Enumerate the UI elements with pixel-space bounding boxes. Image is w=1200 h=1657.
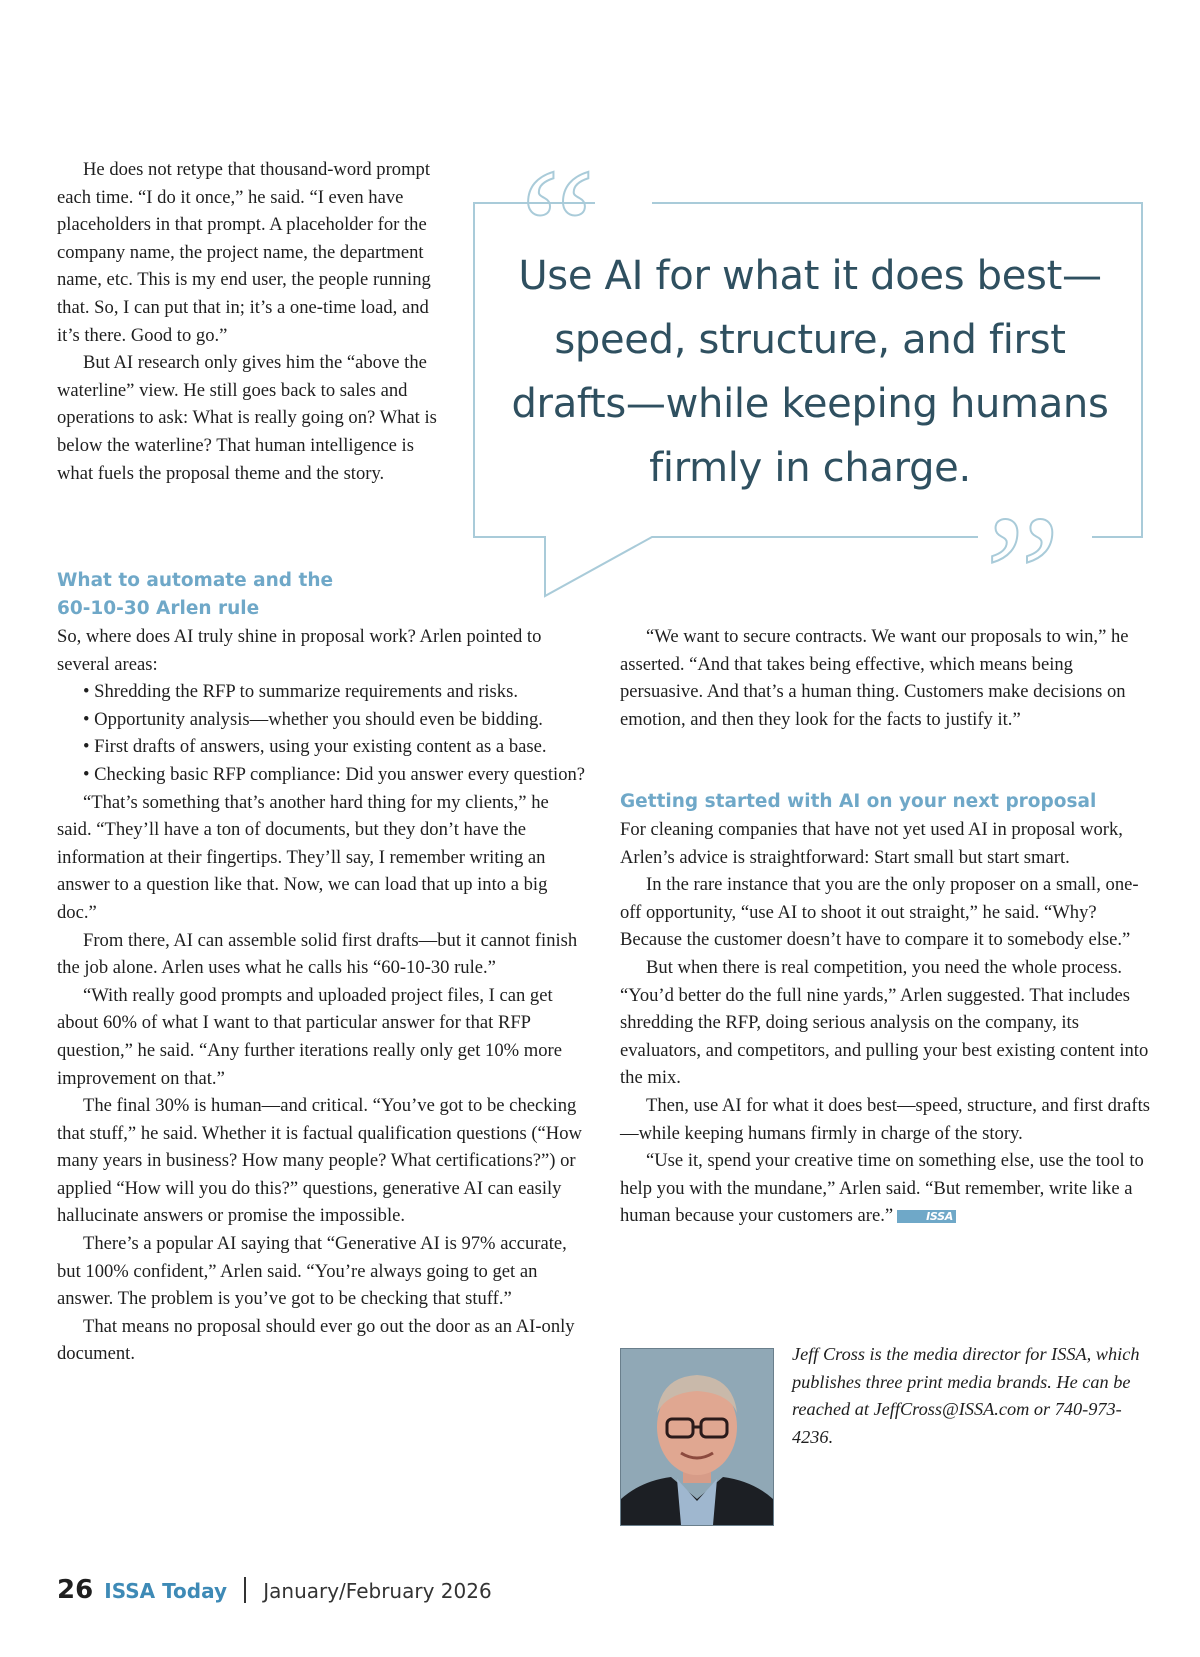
section-heading-getting-started — [620, 788, 1150, 816]
page-footer — [57, 1575, 492, 1605]
paragraph-text: “Use it, spend your creative time on something else, use the tool to help you with the mundane,” Arlen said. “But remember, write like a human because your customers are.” — [620, 1150, 1144, 1227]
paragraph — [620, 1147, 1150, 1230]
author-photo — [620, 1348, 774, 1526]
pull-quote-line: speed, structure, and first — [554, 317, 1066, 363]
paragraph: The final 30% is human—and critical. “You’ve got to be checking that stuff,” he said. Whether it is factual qualification questions (“How many years in business? How many people? What certifications?”) or applied “How will you do this?” questions, generative AI can easily hallucinate answers or promise the impossible. — [57, 1095, 582, 1227]
author-portrait-image — [621, 1349, 773, 1525]
open-quote-icon: “ — [520, 134, 596, 322]
issa-end-mark-logo: ISSA — [897, 1210, 956, 1223]
paragraph: “We want to secure contracts. We want our proposals to win,” he asserted. “And that takes being effective, which means being persuasive. And that’s a human thing. Customers make decisions on emotion, and then they look for the facts to justify it.” — [620, 626, 1129, 730]
bullet-item: • First drafts of answers, using your existing content as a base. — [83, 736, 547, 758]
page-number: 26 — [57, 1575, 94, 1605]
paragraph: “That’s something that’s another hard thing for my clients,” he said. “They’ll have a ton of documents, but they don’t have the information at their fingertips. They’ll say, I remember writing an answer to a question like that. Now, we can load that up into a big doc.” — [57, 791, 549, 923]
pull-quote-line: Use AI for what it does best— — [518, 253, 1102, 299]
paragraph: For cleaning companies that have not yet used AI in proposal work, Arlen’s advice is straightforward: Start small but start smart. — [620, 819, 1123, 868]
pull-quote — [490, 244, 1130, 500]
publication-name: ISSA Today — [104, 1579, 228, 1603]
article-right-bottom — [620, 816, 1150, 1230]
heading-line: What to automate and the — [57, 570, 334, 591]
issue-date: January/February 2026 — [263, 1579, 492, 1603]
paragraph: In the rare instance that you are the only proposer on a small, one-off opportunity, “use AI to shoot it out straight,” he said. “Why? Because the customer doesn’t have to compare it to somebody else.” — [620, 874, 1139, 951]
close-quote-icon: ” — [985, 481, 1061, 669]
heading-line: 60-10-30 Arlen rule — [57, 597, 260, 619]
article-left-bottom — [57, 623, 587, 1368]
author-bio: Jeff Cross is the media director for ISSA, which publishes three print media brands. He can be reached at JeffCross@ISSA.com or 740-973-4236. — [792, 1344, 1140, 1447]
bullet-item: • Checking basic RFP compliance: Did you answer every question? — [83, 763, 586, 785]
paragraph: But when there is real competition, you need the whole process. “You’d better do the full nine yards,” Arlen suggested. That includes shredding the RFP, doing serious analysis on the company, its evaluators, and competitors, and pulling your best existing content into the mix. — [620, 956, 1149, 1089]
bullet-item: • Shredding the RFP to summarize requirements and risks. — [83, 681, 518, 703]
bullet-item: • Opportunity analysis—whether you should even be bidding. — [83, 708, 543, 730]
paragraph: There’s a popular AI saying that “Generative AI is 97% accurate, but 100% confident,” Arlen said. “You’re always going to get an answer. The problem is you’ve got to be checking that stuff.” — [57, 1233, 567, 1310]
pull-quote-line: firmly in charge. — [649, 445, 971, 491]
heading-line: Getting started with AI on your next proposal — [620, 791, 1097, 812]
footer-divider — [244, 1577, 246, 1603]
paragraph: From there, AI can assemble solid first drafts—but it cannot finish the job alone. Arlen uses what he calls his “60-10-30 rule.” — [57, 929, 578, 979]
paragraph: Then, use AI for what it does best—speed, structure, and first drafts—while keeping humans firmly in charge of the story. — [620, 1094, 1150, 1144]
paragraph: So, where does AI truly shine in proposal work? Arlen pointed to several areas: — [57, 626, 542, 675]
paragraph: He does not retype that thousand-word prompt each time. “I do it once,” he said. “I even have placeholders in that prompt. A placeholder for the company name, the project name, the department name, etc. This is my end user, the people running that. So, I can put that in; it’s a one-time load, and it’s there. Good to go.” — [57, 159, 431, 346]
pull-quote-line: drafts—while keeping humans — [511, 381, 1109, 427]
paragraph: That means no proposal should ever go out the door as an AI-only document. — [57, 1315, 575, 1365]
paragraph: “With really good prompts and uploaded project files, I can get about 60% of what I want to that particular answer for that RFP question,” he said. “Any further iterations really only get 10% more improvement on that.” — [57, 984, 562, 1089]
article-right-top — [620, 623, 1150, 733]
paragraph: But AI research only gives him the “above the waterline” view. He still goes back to sales and operations to ask: What is really going on? What is below the waterline? That human intelligence is what fuels the proposal theme and the story. — [57, 352, 437, 484]
section-heading-automate — [57, 567, 437, 622]
